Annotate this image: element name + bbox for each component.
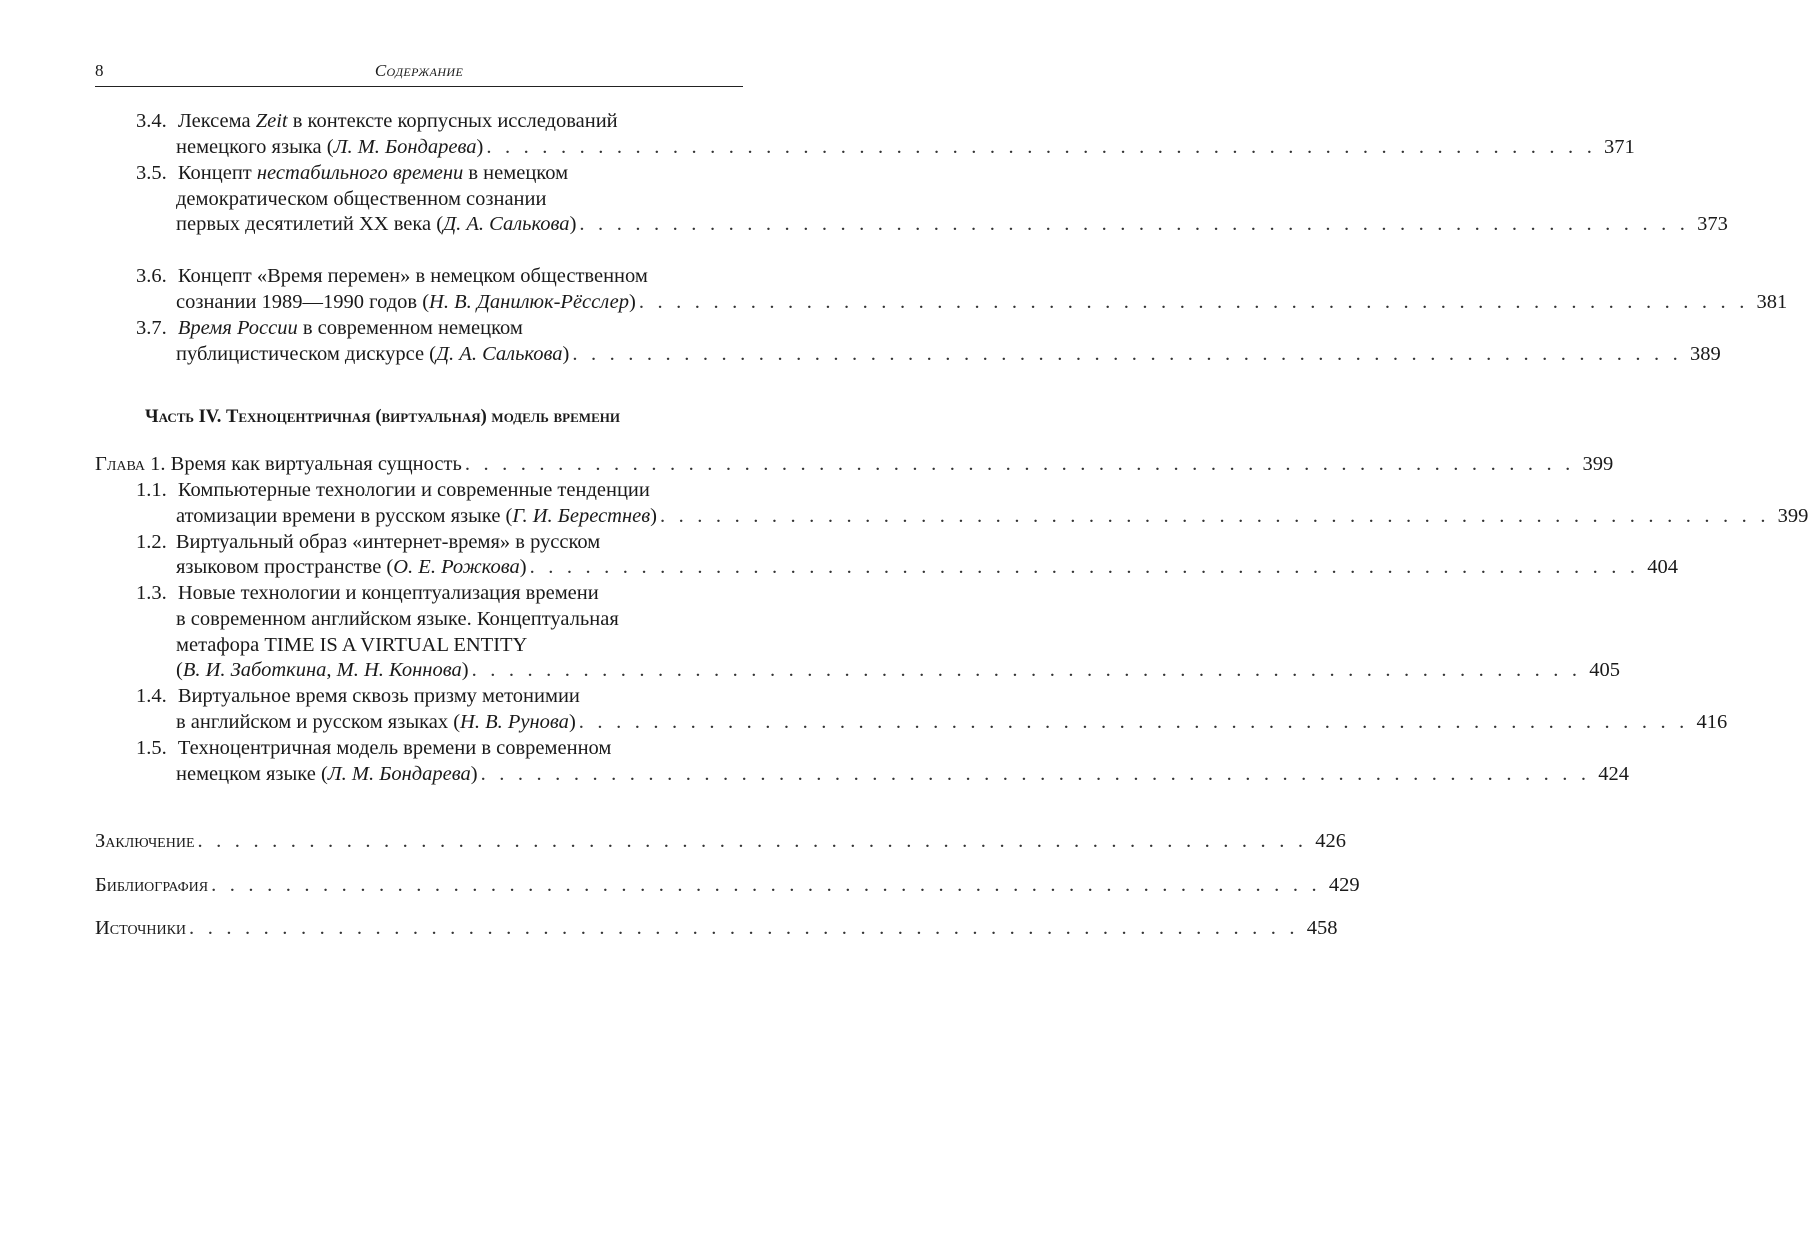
toc-line: 1.5. Техноцентричная модель времени в современном: [136, 737, 612, 759]
page-ref: 429: [1328, 874, 1360, 896]
part-heading: Часть IV. Техноцентричная (виртуальная) модель времени: [145, 407, 620, 427]
leader-dots: . . . . . . . . . . . . . . . . . . . . . . . . . . . . . . . . . . . . . . . . . . . . . . . . . . . . . . . . . . . .: [197, 830, 1308, 852]
toc-line-leader: сознании 1989—1990 годов (Н. В. Данилюк-Рёсслер) . . . . . . . . . . . . . . . . . . . . . . . . . . . . . . . . . . . . . . . . . . . . . . . . . . . . . . . . . . . . 381: [176, 291, 1788, 313]
leader-dots: . . . . . . . . . . . . . . . . . . . . . . . . . . . . . . . . . . . . . . . . . . . . . . . . . . . . . . . . . . . .: [464, 453, 1575, 475]
toc-line: метафора TIME IS A VIRTUAL ENTITY: [176, 634, 528, 656]
page-ref: 373: [1697, 213, 1728, 235]
toc-line-leader: первых десятилетий XX века (Д. А. Салькова) . . . . . . . . . . . . . . . . . . . . . . . . . . . . . . . . . . . . . . . . . . . . . . . . . . . . . . . . . . . . 373: [176, 213, 1728, 235]
page-ref: 424: [1598, 763, 1630, 785]
leader-dots: . . . . . . . . . . . . . . . . . . . . . . . . . . . . . . . . . . . . . . . . . . . . . . . . . . . . . . . . . . . .: [211, 874, 1321, 896]
running-header: [95, 58, 743, 87]
toc-line: 1.4. Виртуальное время сквозь призму метонимии: [136, 685, 580, 707]
toc-line: 3.4. Лексема Zeit в контексте корпусных исследований: [136, 110, 618, 132]
toc-conclusion[interactable]: Заключение . . . . . . . . . . . . . . . . . . . . . . . . . . . . . . . . . . . . . . . . . . . . . . . . . . . . . . . . . . . . 426: [95, 830, 1346, 852]
page-ref: 399: [1777, 505, 1808, 527]
toc-chapter-1[interactable]: Глава 1. Время как виртуальная сущность . . . . . . . . . . . . . . . . . . . . . . . . . . . . . . . . . . . . . . . . . . . . . . . . . . . . . . . . . . . . 399: [95, 453, 1614, 475]
page-ref: 458: [1306, 917, 1338, 939]
page-ref: 426: [1315, 830, 1346, 852]
running-title: Содержание: [374, 61, 464, 80]
toc-line: 3.6. Концепт «Время перемен» в немецком общественном: [136, 265, 648, 287]
page-ref: 371: [1604, 136, 1635, 158]
chapter-label: Глава 1.: [95, 453, 166, 475]
leader-dots: . . . . . . . . . . . . . . . . . . . . . . . . . . . . . . . . . . . . . . . . . . . . . . . . . . . . . . . . . . . .: [480, 763, 1591, 785]
toc-line-leader: публицистическом дискурсе (Д. А. Салькова) . . . . . . . . . . . . . . . . . . . . . . . . . . . . . . . . . . . . . . . . . . . . . . . . . . . . . . . . . . . . 389: [176, 343, 1721, 365]
leader-dots: . . . . . . . . . . . . . . . . . . . . . . . . . . . . . . . . . . . . . . . . . . . . . . . . . . . . . . . . . . . .: [579, 213, 1690, 235]
leader-dots: . . . . . . . . . . . . . . . . . . . . . . . . . . . . . . . . . . . . . . . . . . . . . . . . . . . . . . . . . . . .: [189, 917, 1299, 939]
leader-dots: . . . . . . . . . . . . . . . . . . . . . . . . . . . . . . . . . . . . . . . . . . . . . . . . . . . . . . . . . . . .: [529, 556, 1640, 578]
toc-line-leader: немецком языке (Л. М. Бондарева) . . . . . . . . . . . . . . . . . . . . . . . . . . . . . . . . . . . . . . . . . . . . . . . . . . . . . . . . . . . . 424: [176, 763, 1630, 785]
toc-line-leader: атомизации времени в русском языке (Г. И. Берестнев) . . . . . . . . . . . . . . . . . . . . . . . . . . . . . . . . . . . . . . . . . . . . . . . . . . . . . . . . . . . . 399: [176, 505, 1808, 527]
toc-line-leader: немецкого языка (Л. М. Бондарева) . . . . . . . . . . . . . . . . . . . . . . . . . . . . . . . . . . . . . . . . . . . . . . . . . . . . . . . . . . . . 371: [176, 136, 1635, 158]
leader-dots: . . . . . . . . . . . . . . . . . . . . . . . . . . . . . . . . . . . . . . . . . . . . . . . . . . . . . . . . . . . .: [471, 659, 1582, 681]
toc-line: 1.1. Компьютерные технологии и современные тенденции: [136, 479, 650, 501]
page-ref: 389: [1690, 343, 1721, 365]
toc-line-leader: языковом пространстве (О. Е. Рожкова) . . . . . . . . . . . . . . . . . . . . . . . . . . . . . . . . . . . . . . . . . . . . . . . . . . . . . . . . . . . . 404: [176, 556, 1678, 578]
toc-line: в современном английском языке. Концептуальная: [176, 608, 619, 630]
toc-line: 1.3. Новые технологии и концептуализация времени: [136, 582, 599, 604]
toc-line-leader: в английском и русском языках (Н. В. Рунова) . . . . . . . . . . . . . . . . . . . . . . . . . . . . . . . . . . . . . . . . . . . . . . . . . . . . . . . . . . . . 416: [176, 711, 1728, 733]
toc-sources[interactable]: Источники . . . . . . . . . . . . . . . . . . . . . . . . . . . . . . . . . . . . . . . . . . . . . . . . . . . . . . . . . . . . 458: [95, 917, 1338, 939]
leader-dots: . . . . . . . . . . . . . . . . . . . . . . . . . . . . . . . . . . . . . . . . . . . . . . . . . . . . . . . . . . . .: [659, 505, 1770, 527]
page-ref: 405: [1589, 659, 1620, 681]
leader-dots: . . . . . . . . . . . . . . . . . . . . . . . . . . . . . . . . . . . . . . . . . . . . . . . . . . . . . . . . . . . .: [638, 291, 1749, 313]
toc-line-leader: (В. И. Заботкина, М. Н. Коннова) . . . . . . . . . . . . . . . . . . . . . . . . . . . . . . . . . . . . . . . . . . . . . . . . . . . . . . . . . . . . 405: [176, 659, 1620, 681]
page-ref: 399: [1582, 453, 1614, 475]
page-ref: 404: [1647, 556, 1678, 578]
toc-line: 3.7. Время России в современном немецком: [136, 317, 523, 339]
page-number: 8: [95, 61, 104, 80]
page-ref: 416: [1696, 711, 1728, 733]
leader-dots: . . . . . . . . . . . . . . . . . . . . . . . . . . . . . . . . . . . . . . . . . . . . . . . . . . . . . . . . . . . .: [572, 343, 1682, 365]
toc-line: 1.2. Виртуальный образ «интернет-время» в русском: [136, 531, 601, 553]
toc-bibliography[interactable]: Библиография . . . . . . . . . . . . . . . . . . . . . . . . . . . . . . . . . . . . . . . . . . . . . . . . . . . . . . . . . . . . 429: [95, 874, 1360, 896]
toc-line: демократическом общественном сознании: [176, 188, 547, 210]
leader-dots: . . . . . . . . . . . . . . . . . . . . . . . . . . . . . . . . . . . . . . . . . . . . . . . . . . . . . . . . . . . .: [486, 136, 1597, 158]
page-ref: 381: [1756, 291, 1788, 313]
toc-line: 3.5. Концепт нестабильного времени в немецком: [136, 162, 569, 184]
leader-dots: . . . . . . . . . . . . . . . . . . . . . . . . . . . . . . . . . . . . . . . . . . . . . . . . . . . . . . . . . . . .: [578, 711, 1689, 733]
